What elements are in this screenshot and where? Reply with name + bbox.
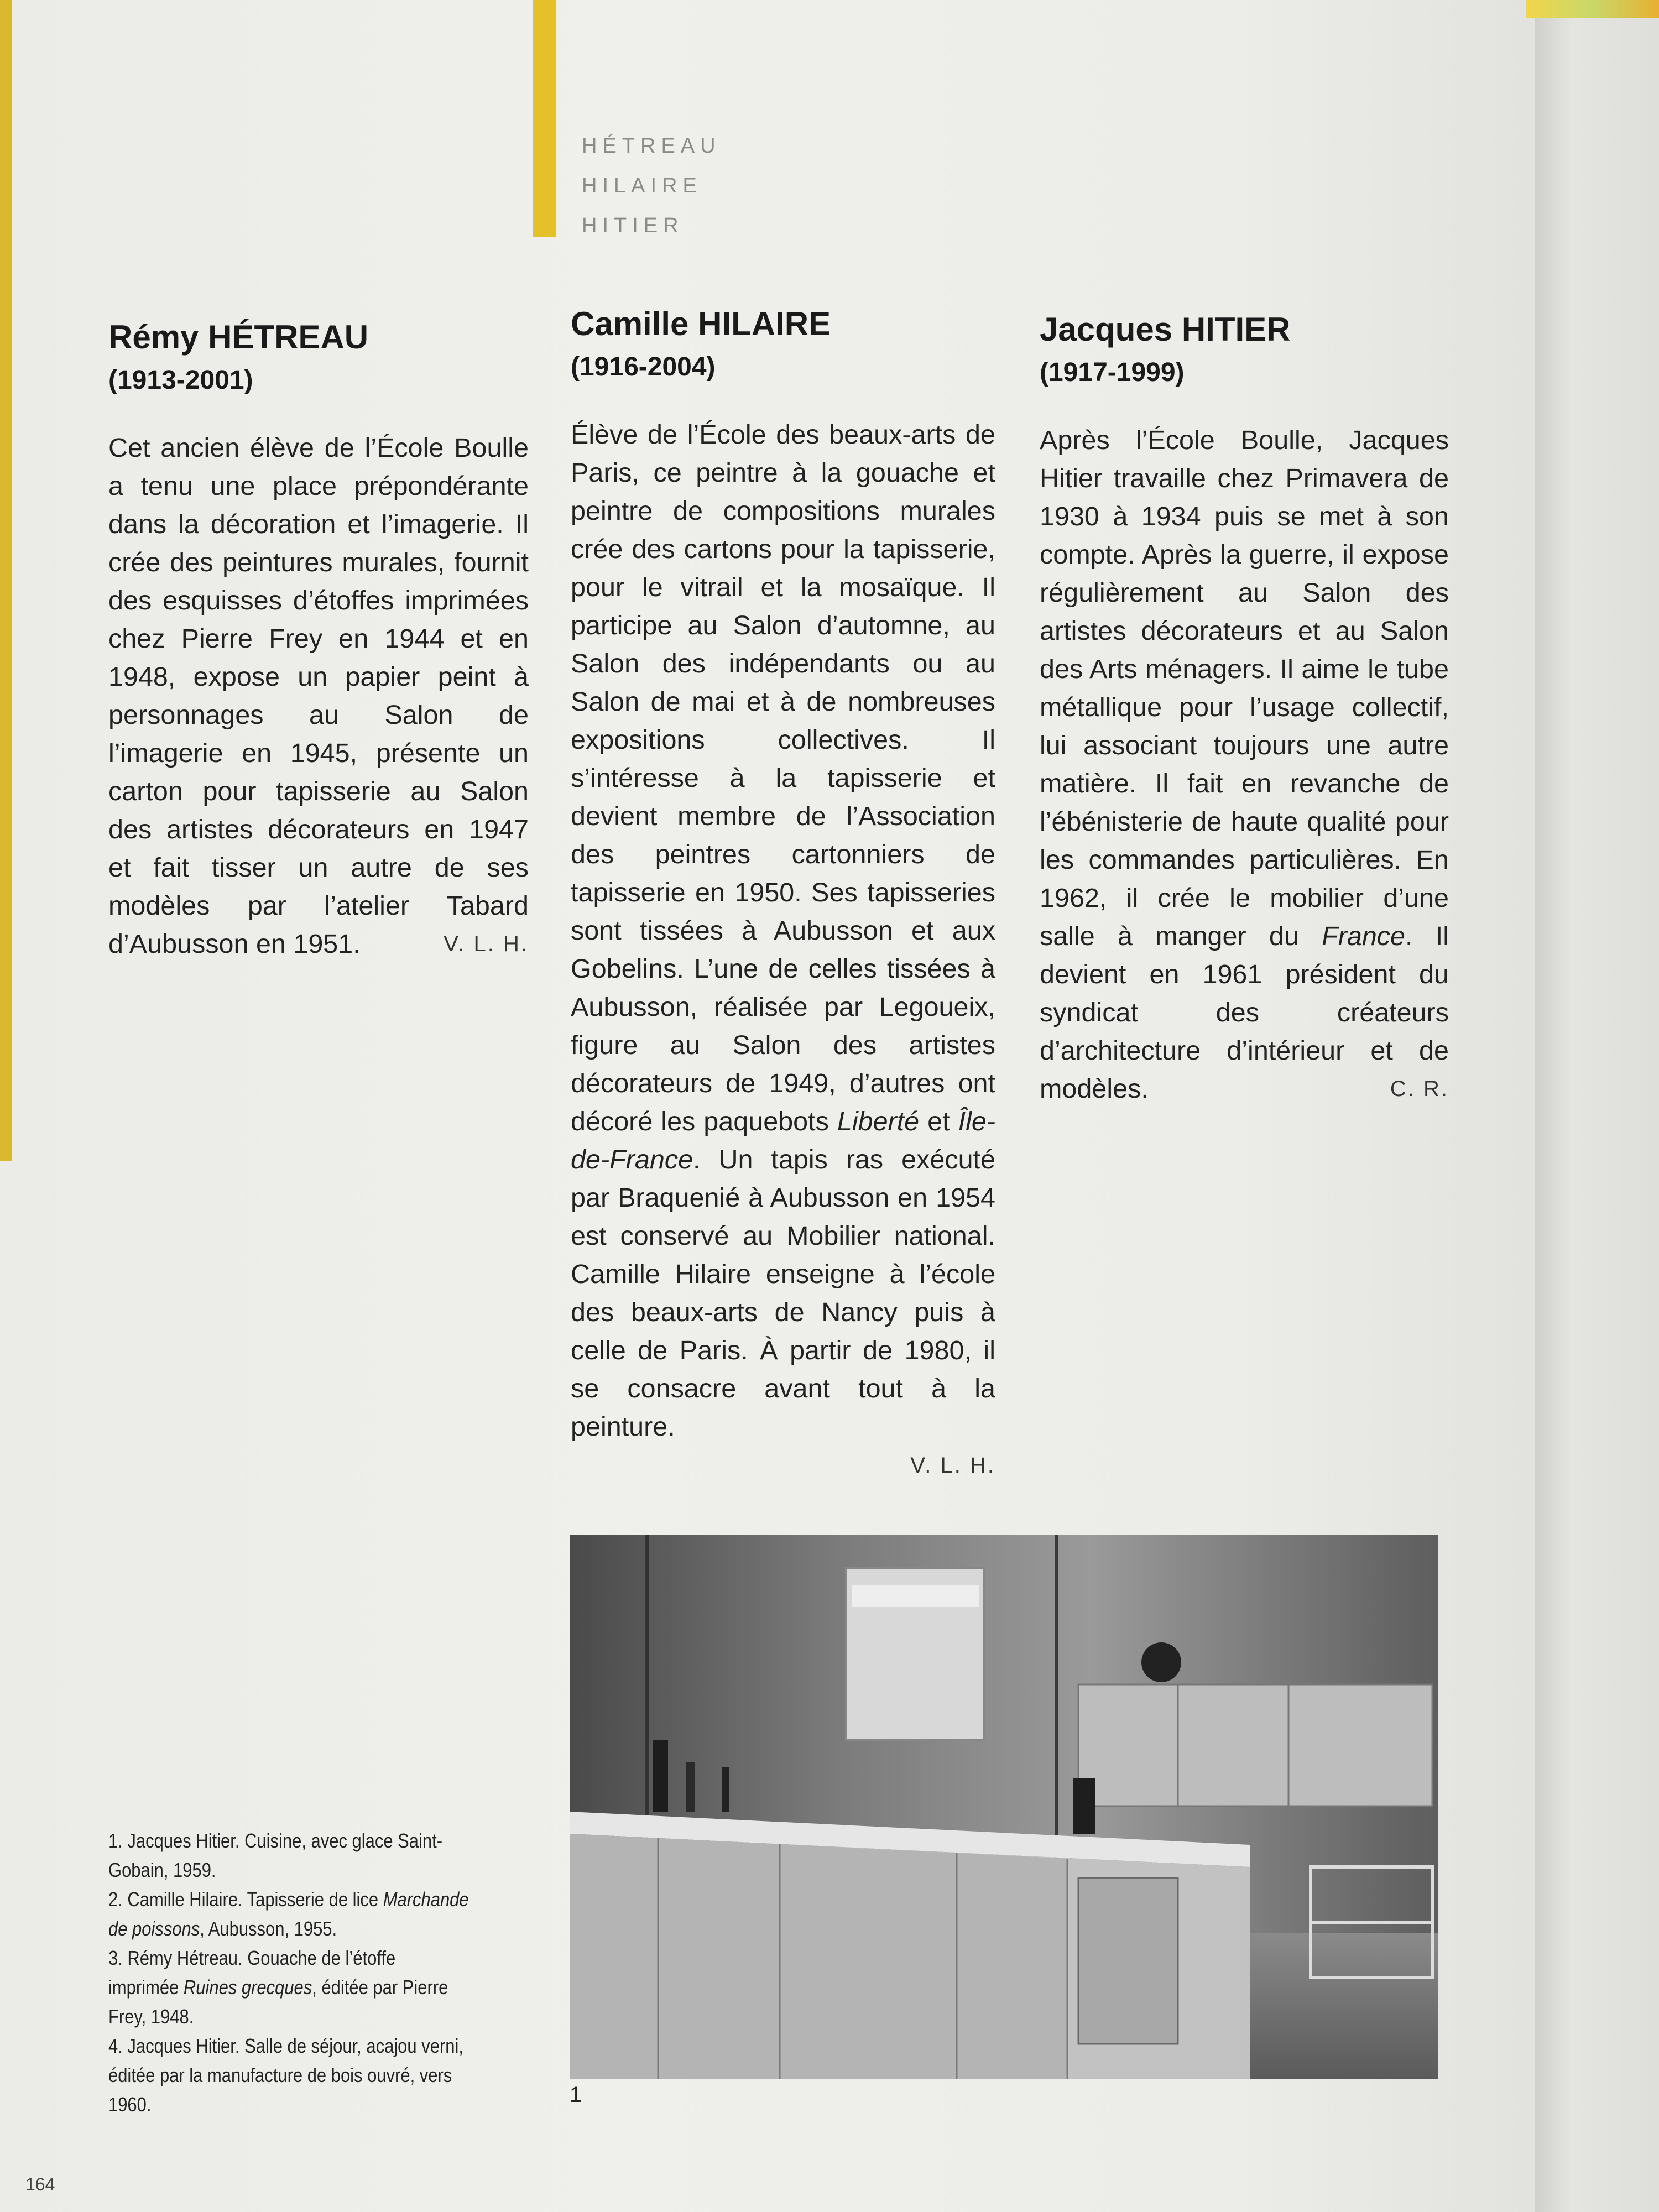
entry-name: Rémy HÉTREAU <box>108 319 369 356</box>
ship-name: France <box>1322 921 1406 951</box>
entry-text <box>1040 421 1449 1108</box>
photo-number: 1 <box>570 2083 582 2107</box>
author-initials: V. L. H. <box>910 1453 995 1478</box>
next-page-edge <box>1535 0 1659 2212</box>
entry-hetreau <box>108 315 529 963</box>
caption-part: , éditée par Pierre Frey, 1948. <box>108 1976 448 2028</box>
caption-1: 1. Jacques Hitier. Cuisine, avec glace Saint-Gobain, 1959. <box>108 1829 443 1881</box>
text-part: Après l’École Boulle, Jacques Hitier travaille chez Primavera de 1930 à 1934 puis se met à son compte. Après la guerre, il expose régulièrement au Salon des artistes décorateurs et au Salon des Arts ménagers. Il aime le tube métallique pour l’usage collectif, lui associant toujours une autre matière. Il fait en revanche de l’ébénisterie de haute qualité pour les commandes particulières. En 1962, il crée le mobilier d’une salle à manger du <box>1040 425 1449 951</box>
kitchen-photo-drawing <box>570 1535 1438 2079</box>
running-header <box>582 126 721 246</box>
text-part: Élève de l’École des beaux-arts de Paris, ce peintre à la gouache et peintre de compositions murales crée des cartons pour la tapisserie, pour le vitrail et la mosaïque. Il participe au Salon d’automne, au Salon des indépendants ou au Salon de mai et à de nombreuses expositions collectives. Il s’intéresse à la tapisserie et devient membre de l’Association des peintres cartonniers de tapisserie en 1950. Ses tapisseries sont tissées à Aubusson et aux Gobelins. L’une de celles tissées à Aubusson, réalisée par Legoueix, figure au Salon des artistes décorateurs de 1949, d’autres ont décoré les paquebots <box>571 420 995 1136</box>
cover-edge <box>1526 0 1659 18</box>
entry-text: Cet ancien élève de l’École Boulle a tenu une place prépondérante dans la décoration et l’imagerie. Il crée des peintures murales, fournit des esquisses d’étoffes imprimées chez Pierre Frey en 1944 et en 1948, expose un papier peint à personnages au Salon de l’imagerie en 1945, présente un carton pour tapisserie au Salon des artistes décorateurs en 1947 et fait tisser un autre de ses modèles par l’atelier Tabard d’Aubusson en 1951. <box>108 433 529 959</box>
entry-hitier <box>1040 307 1449 1108</box>
section-marker-bar <box>533 0 556 237</box>
author-initials: V. L. H. <box>444 932 529 956</box>
entry-name: Camille HILAIRE <box>571 305 831 342</box>
caption-3 <box>108 1943 470 2031</box>
entry-name: Jacques HITIER <box>1040 311 1291 348</box>
text-part: . Il devient en 1961 président du syndicat des créateurs d’architecture d’intérieur et de modèles. <box>1040 921 1449 1104</box>
artwork-title: Ruines grecques <box>183 1976 312 1999</box>
caption-part: 3. Rémy Hétreau. Gouache de l’étoffe imprimée <box>108 1947 396 1999</box>
caption-4: 4. Jacques Hitier. Salle de séjour, acajou verni, éditée par la manufacture de bois ouvré, vers 1960. <box>108 2034 463 2116</box>
entry-hilaire <box>571 302 995 1485</box>
running-header-line: HILAIRE <box>582 174 702 197</box>
ship-name: Île-de-France <box>571 1107 995 1175</box>
page-number: 164 <box>25 2174 55 2194</box>
text-part: et <box>919 1107 958 1136</box>
artwork-title: Marchande de poissons <box>108 1888 469 1940</box>
entry-text <box>571 416 995 1446</box>
author-initials: C. R. <box>1390 1077 1449 1101</box>
running-header-line: HITIER <box>582 214 684 237</box>
text-part: . Un tapis ras exécuté par Braquenié à Aubusson en 1954 est conservé au Mobilier national. Camille Hilaire enseigne à l’école des beaux-arts de Nancy puis à celle de Paris. À partir de 1980, il se consacre avant tout à la peinture. <box>571 1145 995 1442</box>
caption-2 <box>108 1885 470 1943</box>
caption-part: 2. Camille Hilaire. Tapisserie de lice <box>108 1888 383 1911</box>
kitchen-photo <box>570 1535 1438 2079</box>
running-header-line: HÉTREAU <box>582 134 721 158</box>
ship-name: Liberté <box>837 1107 920 1136</box>
entry-dates: (1916-2004) <box>571 352 716 382</box>
figure-captions <box>108 1826 470 2119</box>
page-edge-stripe <box>0 0 12 1161</box>
entry-dates: (1917-1999) <box>1040 358 1185 387</box>
entry-dates: (1913-2001) <box>108 366 253 395</box>
caption-part: , Aubusson, 1955. <box>200 1917 337 1940</box>
